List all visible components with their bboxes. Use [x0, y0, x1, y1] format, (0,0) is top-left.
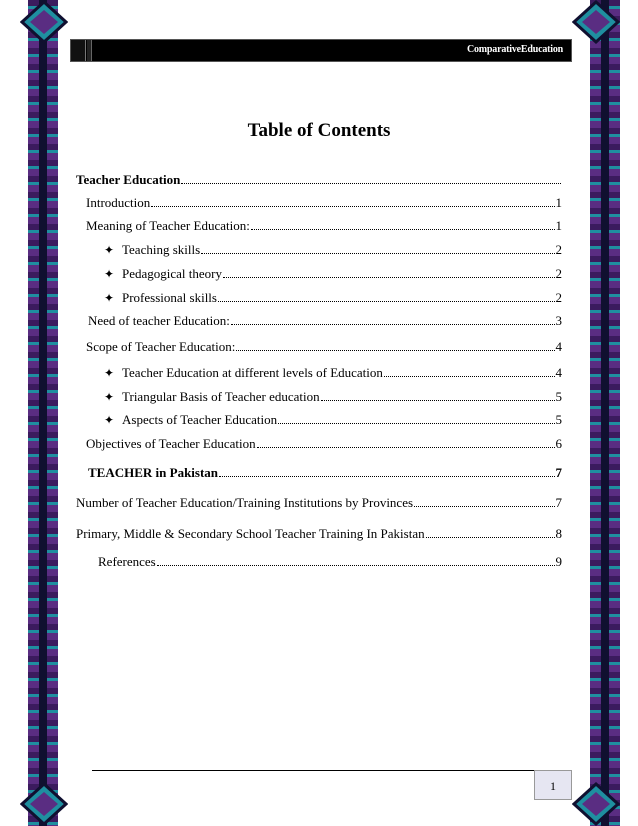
toc-entry[interactable]: Primary, Middle & Secondary School Teacher Training In Pakistan 8 — [76, 526, 562, 541]
corner-ornament-icon — [572, 782, 620, 826]
toc-entry[interactable]: Objectives of Teacher Education 6 — [86, 436, 562, 451]
toc-entry[interactable]: Scope of Teacher Education: 4 — [86, 339, 562, 354]
four-point-star-icon: ✦ — [104, 413, 115, 427]
four-point-star-icon: ✦ — [104, 390, 115, 404]
footer-rule — [92, 770, 534, 771]
corner-ornament-icon — [20, 782, 68, 826]
header-bar — [70, 39, 572, 62]
corner-ornament-icon — [20, 0, 68, 44]
toc-entry[interactable]: ✦ Pedagogical theory 2 — [104, 266, 562, 281]
four-point-star-icon: ✦ — [104, 243, 115, 257]
four-point-star-icon: ✦ — [104, 267, 115, 281]
toc-entry[interactable]: ✦ Aspects of Teacher Education 5 — [104, 412, 562, 427]
page-number: 1 — [550, 779, 556, 793]
toc-entry[interactable]: Meaning of Teacher Education: 1 — [86, 218, 562, 233]
toc-entry[interactable]: TEACHER in Pakistan 7 — [88, 465, 562, 480]
toc-entry[interactable]: References 9 — [98, 554, 562, 569]
toc-entry[interactable]: ✦ Teaching skills 2 — [104, 242, 562, 257]
toc-title: Table of Contents — [247, 120, 391, 141]
toc-entry[interactable]: Introduction 1 — [86, 195, 562, 210]
toc-entry[interactable]: Need of teacher Education: 3 — [88, 313, 562, 328]
running-header-title: ComparativeEducation — [466, 44, 563, 55]
toc-entry[interactable]: ✦ Professional skills 2 — [104, 290, 562, 305]
toc-entry[interactable]: Teacher Education — [76, 172, 562, 188]
toc-entry[interactable]: ✦ Teacher Education at different levels of Education 4 — [104, 365, 562, 380]
corner-ornament-icon — [572, 0, 620, 44]
toc-entry[interactable]: Number of Teacher Education/Training Institutions by Provinces 7 — [76, 495, 562, 510]
toc-entry[interactable]: ✦ Triangular Basis of Teacher education 5 — [104, 389, 562, 404]
page-number-box — [534, 770, 572, 800]
four-point-star-icon: ✦ — [104, 366, 115, 380]
four-point-star-icon: ✦ — [104, 291, 115, 305]
